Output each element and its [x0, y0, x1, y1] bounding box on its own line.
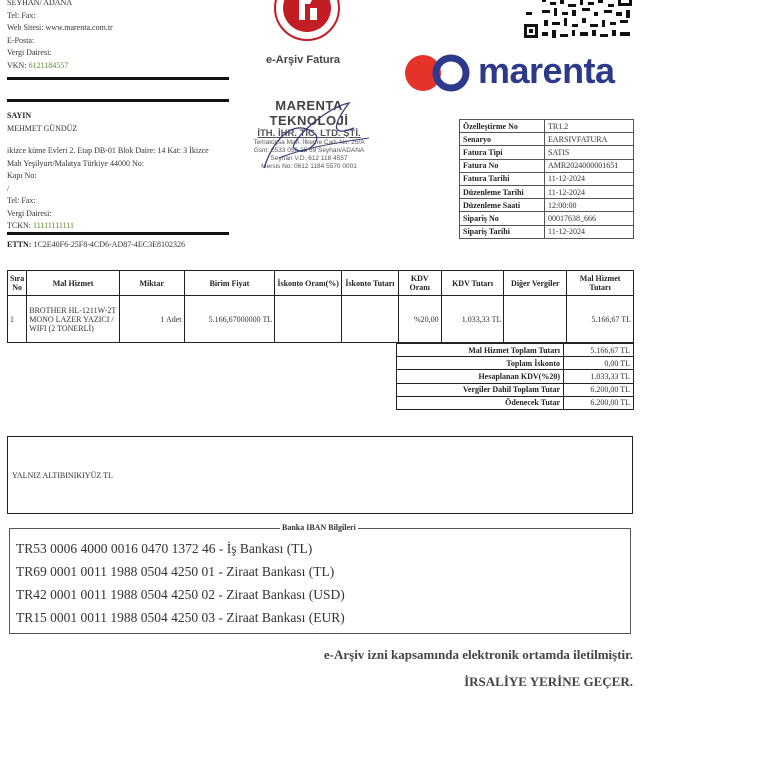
- table-row: Vergiler Dahil Toplam Tutar 6.200,00 TL: [397, 383, 634, 396]
- qr-code: [522, 0, 634, 40]
- footer-earsiv-note: e-Arşiv izni kapsamında elektronik ortamda iletilmiştir.: [323, 647, 633, 662]
- stamp-line: Gsm: 0533 056 25 69 Seyhan/ADANA: [253, 147, 365, 154]
- buyer-name: MEHMET GÜNDÜZ: [7, 123, 78, 133]
- item-description: BROTHER HL-1211W-2T MONO LAZER YAZICI / WIFI (2 TONERLİ): [27, 296, 120, 343]
- signature: [234, 98, 384, 170]
- iban-line: TR53 0006 4000 0016 0470 1372 46 - İş Bankası (TL): [16, 541, 313, 556]
- buyer-tckn-value: 11111111111: [33, 221, 75, 230]
- table-row: Senaryo EARSIVFATURA: [460, 133, 634, 146]
- stamp-subtitle: İTH. İHR. TİC. LTD. ŞTİ.: [257, 128, 361, 139]
- table-row: Sipariş No 00017638_666: [460, 212, 634, 225]
- iban-line: TR69 0001 0011 1988 0504 4250 01 - Ziraat Bankası (TL): [16, 564, 335, 579]
- table-header-row: [8, 271, 634, 296]
- marenta-logo: [404, 50, 634, 96]
- table-row: Fatura Tipi SATIS: [460, 146, 634, 159]
- buyer-slash: /: [7, 183, 10, 193]
- stamp-title: MARENTA TEKNOLOJİ: [269, 98, 349, 128]
- table-row: Fatura Tarihi 11-12-2024: [460, 172, 634, 185]
- table-row: Hesaplanan KDV(%20) 1.033,33 TL: [397, 370, 634, 383]
- col-header: İskonto Oranı(%): [275, 271, 342, 296]
- brand-name: marenta: [478, 50, 615, 91]
- table-row: Toplam İskonto 0,00 TL: [397, 357, 634, 370]
- seller-vkn: VKN: 6121184557: [7, 60, 69, 70]
- seller-info: [7, 0, 232, 72]
- stamp-line: Mersis No: 0612 1184 5570 0001: [261, 163, 357, 170]
- invoice-meta-table: [459, 119, 634, 239]
- buyer-tckn: TCKN: 11111111111: [7, 221, 75, 230]
- company-stamp: [234, 98, 384, 168]
- col-header: İskonto Tutarı: [342, 271, 399, 296]
- divider: [7, 99, 229, 102]
- col-header: Mal Hizmet: [27, 271, 120, 296]
- buyer-tax-office: Vergi Dairesi:: [7, 208, 52, 218]
- seller-city: SEYHAN/ ADANA: [7, 0, 73, 7]
- footer-irsaliye-note: İRSALİYE YERİNE GEÇER.: [464, 674, 633, 689]
- divider: [7, 77, 229, 80]
- items-table: [7, 270, 634, 343]
- amount-in-words-box: [7, 436, 633, 514]
- seller-web: Web Sitesi: www.marenta.com.tr: [7, 23, 113, 32]
- buyer-info: [7, 110, 237, 233]
- ettn-value: 1C2E40F6-25F8-4CD6-AD87-4EC3E8102326: [33, 240, 186, 249]
- totals-table: [396, 343, 634, 410]
- iban-title: Banka IBAN Bilgileri: [282, 523, 356, 532]
- table-row: Fatura No AMR2024000001651: [460, 159, 634, 172]
- buyer-salutation: SAYIN: [7, 111, 32, 120]
- table-row: 1 BROTHER HL-1211W-2T MONO LAZER YAZICI / WIFI (2 TONERLİ) 1 Adet 5.166,67000000 TL %20,00 1.033,33 TL 5.166,67 TL: [8, 296, 634, 343]
- seller-tel: Tel: Fax:: [7, 10, 36, 20]
- stamp-line: Seyhan V.D. 612 118 4557: [270, 155, 348, 162]
- divider: [7, 232, 229, 235]
- col-header: Sıra No: [8, 271, 27, 296]
- table-row: Özelleştirme No TR1.2: [460, 120, 634, 133]
- seller-email: E-Posta:: [7, 35, 35, 45]
- gib-seal-logo: [272, 0, 342, 42]
- col-header: Mal Hizmet Tutarı: [567, 271, 634, 296]
- col-header: Birim Fiyat: [184, 271, 275, 296]
- col-header: Diğer Vergiler: [504, 271, 567, 296]
- brand-mark-icon: [404, 53, 474, 93]
- col-header: Miktar: [119, 271, 184, 296]
- table-row: Mal Hizmet Toplam Tutarı 5.166,67 TL: [397, 344, 634, 357]
- seller-tax-office: Vergi Dairesi:: [7, 48, 52, 57]
- table-row: Ödenecek Tutar 6.200,00 TL: [397, 396, 634, 409]
- buyer-tel: Tel: Fax:: [7, 196, 36, 205]
- table-row: Düzenleme Saati 12:00:00: [460, 199, 634, 212]
- ettn: ETTN: 1C2E40F6-25F8-4CD6-AD87-4EC3E8102326: [7, 240, 186, 249]
- col-header: KDV Tutarı: [441, 271, 504, 296]
- buyer-address: ikizce küme Evleri 2. Etap DB-01 Blok Daire: 14 Kat: 3 İkizce: [7, 146, 209, 155]
- iban-line: TR15 0001 0011 1988 0504 4250 03 - Ziraat Bankası (EUR): [16, 610, 345, 625]
- iban-box: [9, 523, 631, 634]
- amount-in-words: YALNIZ ALTIBINIKIYÜZ TL: [12, 471, 113, 480]
- buyer-door: Kapı No:: [7, 171, 37, 180]
- iban-line: TR42 0001 0011 1988 0504 4250 02 - Ziraat Bankası (USD): [16, 587, 345, 602]
- earsiv-title: e-Arşiv Fatura: [266, 54, 340, 66]
- col-header: KDV Oranı: [398, 271, 441, 296]
- table-row: Düzenleme Tarihi 11-12-2024: [460, 185, 634, 198]
- table-row: Sipariş Tarihi 11-12-2024: [460, 225, 634, 238]
- buyer-address: Mah Yeşilyurt/Malatya Türkiye 44000 No:: [7, 158, 144, 168]
- seller-vkn-value: 6121184557: [28, 60, 69, 70]
- stamp-line: Tematoşsa Mah. İlkeme Cad. No: 25/A: [253, 139, 365, 146]
